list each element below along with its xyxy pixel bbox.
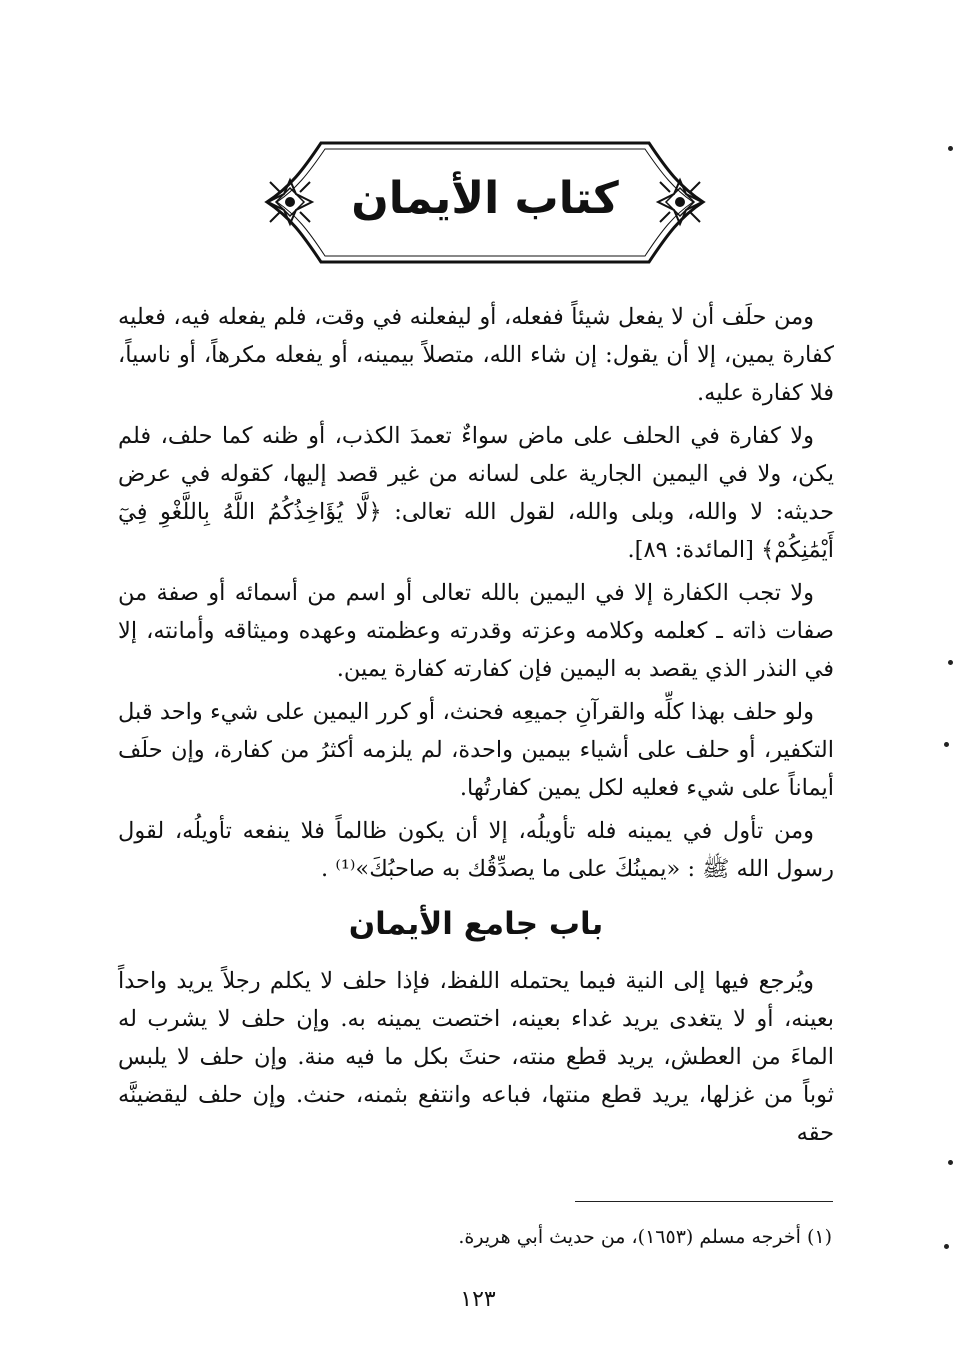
scan-mark [948,146,953,151]
chapter-title: كتاب الأيمان [351,173,619,224]
paragraph: ويُرجع فيها إلى النية فيما يحتمله اللفظ، فإذا حلف لا يكلم رجلاً يريد واحداً بعينه، أو لا يتغدى يريد غداء بعينه، اختصت يمينه به. وإن حلف لا يشرب له الماءَ من العطش، يريد قطع منته، حنثَ بكل ما فيه منة. وإن حلف لا يلبس ثوباً من غزلها، يريد قطع منتها، فباعه وانتفع بثمنه، حنث. وإن حلف ليقضينَّه حقه [118,968,834,1146]
paragraph: ولو حلف بهذا كلِّه والقرآنِ جميعِه فحنث، أو كرر اليمين على شيء واحد قبل التكفير، أو حلف على أشياء بيمين واحدة، لم يلزمه أكثرُ من كفارة، وإن حلَف أيماناً على شيء فعليه لكل يمين كفارتُها. [118,699,834,801]
paragraph: ومن تأول في يمينه فله تأويلُه، إلا أن يكون ظالماً فلا ينفعه تأويلُه، لقول رسول الله ﷺ : «يمينُكَ على ما يصدِّقُك به صاحبُكَ»⁽¹⁾ . [118,818,834,882]
section-heading: باب جامع الأيمان [348,906,604,942]
paragraph: ولا تجب الكفارة إلا في اليمين بالله تعالى أو اسم من أسمائه أو صفة من صفات ذاته ـ كعلمه وكلامه وعزته وقدرته وعظمته وعهده وميثاقه وأمانته، إلا في النذر الذي يقصد به اليمين فإن كفارته كفارة يمين. [118,580,834,682]
page-number: ١٢٣ [460,1287,496,1312]
scan-mark [948,1160,953,1165]
footnote-divider [575,1201,833,1202]
scan-mark [944,1244,949,1249]
scan-mark [948,660,953,665]
paragraph: ومن حلَف أن لا يفعل شيئاً ففعله، أو ليفعلنه في وقت، فلم يفعله فيه، فعليه كفارة يمين، إلا أن يقول: إن شاء الله، متصلاً بيمينه، أو يفعله مكرهاً، أو ناسياً، فلا كفارة عليه. [118,304,834,406]
paragraph: ولا كفارة في الحلف على ماض سواءٌ تعمدَ الكذب، أو ظنه كما حلف، فلم يكن، ولا في اليمين الجارية على لسانه من غير قصد إليها، كقوله في عرض حديثه: لا والله، وبلى والله، لقول الله تعالى: ﴿لَّا يُؤَاخِذُكُمُ اللَّهُ بِاللَّغْوِ فِيٓ أَيْمَٰنِكُمْ﴾ [المائدة: ٨٩]. [118,423,834,563]
body-text [118,298,834,1157]
scan-mark [944,742,949,747]
title-cartouche [255,135,715,270]
footnote: (١) أخرجه مسلم (١٦٥٣)، من حديث أبي هريرة. [458,1226,832,1248]
